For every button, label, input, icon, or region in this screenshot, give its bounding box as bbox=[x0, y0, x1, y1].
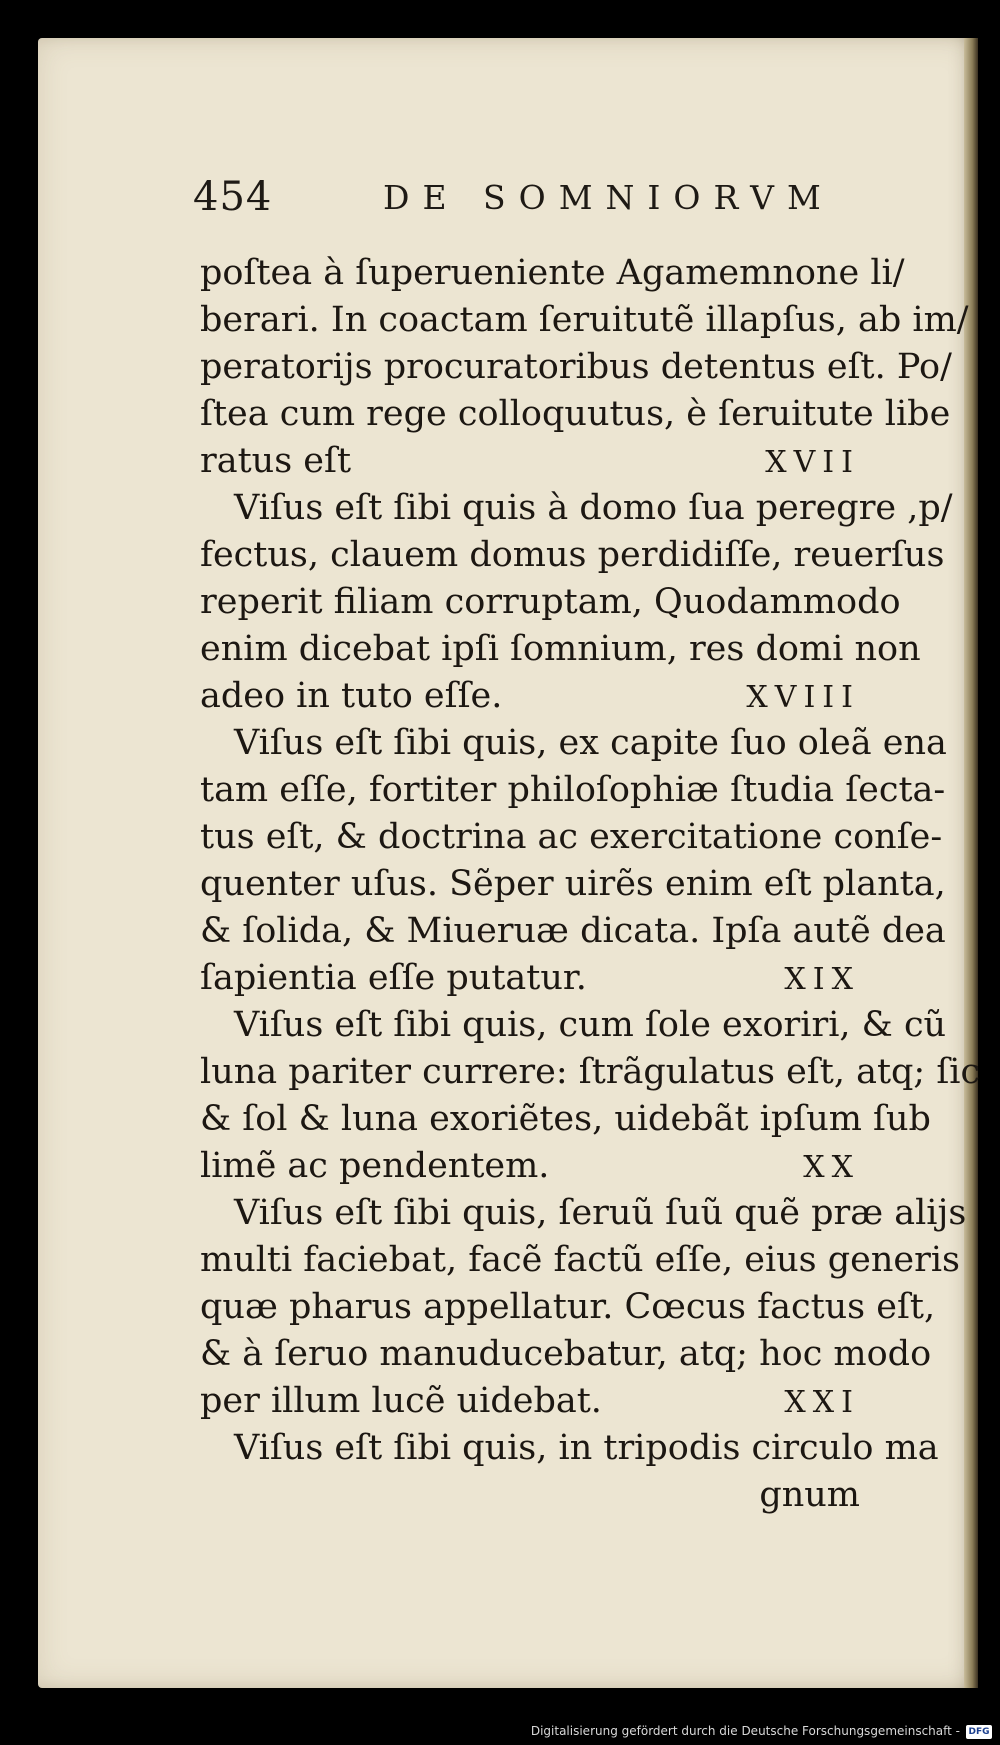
section-numeral: XVII bbox=[765, 445, 860, 480]
line-text: luna pariter currere: ſtrãgulatus eſt, atq; ſic bbox=[200, 1052, 981, 1092]
line-text: quæ pharus appellatur. Cœcus factus eſt, bbox=[200, 1287, 936, 1327]
line-text: berari. In coactam ſeruitutẽ illapſus, ab im/ bbox=[200, 300, 969, 340]
line-text: per illum lucẽ uidebat. bbox=[200, 1381, 602, 1421]
text-line bbox=[200, 1190, 967, 1237]
section-numeral: XXI bbox=[784, 1385, 860, 1420]
page-header bbox=[193, 174, 853, 234]
text-line bbox=[200, 1049, 981, 1096]
text-line bbox=[200, 1378, 860, 1425]
text-line bbox=[200, 673, 860, 720]
text-line bbox=[200, 1002, 947, 1049]
line-text: & ſol & luna exoriẽtes, uidebãt ipſum ſub bbox=[200, 1099, 931, 1139]
line-text: ſtea cum rege colloquutus, è ſeruitute libe bbox=[200, 394, 951, 434]
footer-bar bbox=[0, 1715, 1000, 1745]
folio-number: 454 bbox=[193, 174, 273, 220]
text-line bbox=[200, 814, 943, 861]
catchword: gnum bbox=[759, 1475, 860, 1515]
line-text: & à ſeruo manuducebatur, atq; hoc modo bbox=[200, 1334, 932, 1374]
line-text: Viſus eſt ſibi quis, in tripodis circulo ma bbox=[234, 1428, 939, 1468]
book-page bbox=[38, 38, 981, 1688]
line-text: limẽ ac pendentem. bbox=[200, 1146, 550, 1186]
line-text: fectus, clauem domus perdidiſſe, reuerſus bbox=[200, 535, 945, 575]
line-text: ratus eſt bbox=[200, 441, 352, 481]
text-line bbox=[200, 250, 905, 297]
text-line bbox=[200, 908, 946, 955]
line-text: adeo in tuto eſſe. bbox=[200, 676, 503, 716]
text-line bbox=[200, 1284, 936, 1331]
text-line bbox=[200, 391, 951, 438]
line-text: quenter uſus. Sẽper uirẽs enim eſt planta, bbox=[200, 864, 946, 904]
line-text: tus eſt, & doctrina ac exercitatione conſe- bbox=[200, 817, 943, 857]
text-line bbox=[200, 955, 860, 1002]
line-text: peratorijs procuratoribus detentus eſt. Po/ bbox=[200, 347, 952, 387]
catchword-row bbox=[200, 1472, 860, 1519]
text-block bbox=[200, 250, 981, 1519]
text-line bbox=[200, 1096, 931, 1143]
line-text: poſtea à ſuperueniente Agamemnone li/ bbox=[200, 253, 905, 293]
line-text: Viſus eſt ſibi quis à domo ſua peregre ,p/ bbox=[234, 488, 953, 528]
line-text: ſapientia eſſe putatur. bbox=[200, 958, 587, 998]
text-line bbox=[200, 1425, 939, 1472]
text-line bbox=[200, 438, 860, 485]
line-text: Viſus eſt ſibi quis, cum ſole exoriri, & cũ bbox=[234, 1005, 947, 1045]
text-line bbox=[200, 1237, 961, 1284]
text-line bbox=[200, 1331, 932, 1378]
text-line bbox=[200, 767, 946, 814]
text-line bbox=[200, 485, 953, 532]
text-line bbox=[200, 720, 947, 767]
section-numeral: XVIII bbox=[746, 680, 860, 715]
text-line bbox=[200, 344, 952, 391]
funding-note: Digitalisierung gefördert durch die Deutsche Forschungsgemeinschaft - bbox=[530, 1724, 960, 1738]
line-text: multi faciebat, facẽ factũ eſſe, eius generis bbox=[200, 1240, 961, 1280]
line-text: reperit filiam corruptam, Quodammodo bbox=[200, 582, 901, 622]
line-text: tam eſſe, fortiter philoſophiæ ſtudia ſecta- bbox=[200, 770, 946, 810]
text-line bbox=[200, 532, 945, 579]
text-line bbox=[200, 297, 969, 344]
dfg-logo: DFG bbox=[966, 1725, 992, 1739]
text-line bbox=[200, 861, 946, 908]
text-line bbox=[200, 579, 901, 626]
line-text: Viſus eſt ſibi quis, ex capite ſuo oleã ena bbox=[234, 723, 947, 763]
page-edge bbox=[964, 38, 978, 1688]
line-text: & ſolida, & Miueruæ dicata. Ipſa autẽ dea bbox=[200, 911, 946, 951]
text-line bbox=[200, 626, 921, 673]
section-numeral: XX bbox=[803, 1150, 860, 1185]
line-text: enim dicebat ipſi ſomnium, res domi non bbox=[200, 629, 921, 669]
line-text: Viſus eſt ſibi quis, ſeruũ ſuũ quẽ præ alijs bbox=[234, 1193, 967, 1233]
running-head: DE SOMNIORVM bbox=[383, 178, 834, 217]
text-line bbox=[200, 1143, 860, 1190]
section-numeral: XIX bbox=[784, 962, 860, 997]
